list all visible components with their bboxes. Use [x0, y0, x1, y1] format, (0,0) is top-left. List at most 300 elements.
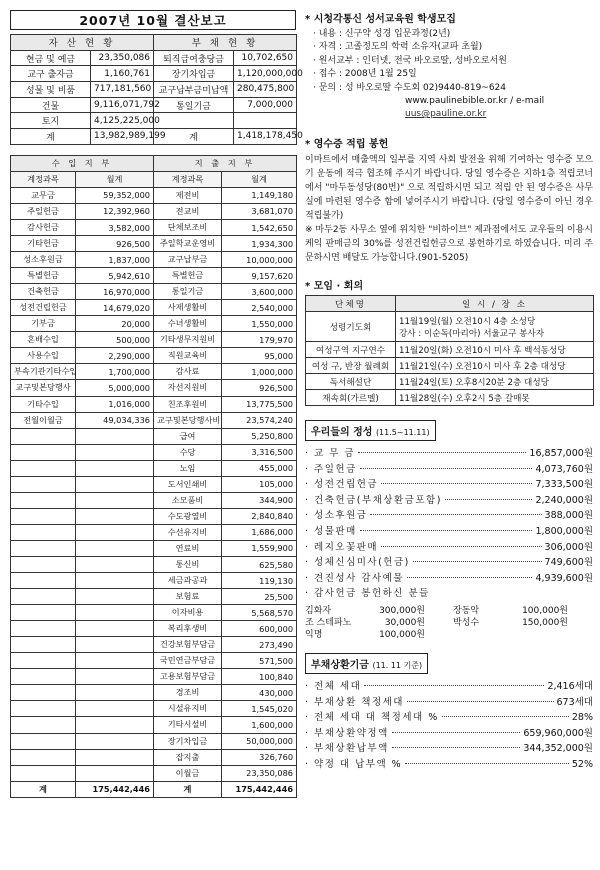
ledger-row	[11, 685, 297, 701]
income-amount: 3,582,000	[76, 220, 154, 236]
expense-amount: 1,550,000	[222, 316, 297, 332]
expense-item: 통일기금	[154, 284, 222, 300]
expense-item: 수당	[154, 444, 222, 460]
expense-amount: 5,568,570	[222, 605, 297, 621]
income-item: 기부금	[11, 316, 76, 332]
recruit-line: · 문의 : 성 바오로딸 수도회 02)9440-819~624	[313, 82, 507, 93]
expense-amount: 571,500	[222, 653, 297, 669]
liability-label	[154, 113, 234, 129]
amount-value: 306,000원	[544, 541, 593, 553]
ledger-row	[11, 316, 297, 332]
ledger-row	[11, 573, 297, 589]
income-amount: 500,000	[76, 332, 154, 348]
income-amount: 12,392,960	[76, 203, 154, 219]
expense-amount: 455,000	[222, 460, 297, 476]
income-empty	[76, 428, 154, 444]
amount-label: · 레지오꽃판매	[305, 541, 379, 553]
ledger-row	[11, 220, 297, 236]
meeting-group: 여성구역 지구연수	[306, 342, 396, 358]
meeting-time	[396, 358, 594, 374]
expense-item: 세금과공과	[154, 573, 222, 589]
income-empty	[76, 540, 154, 556]
meeting-row	[306, 390, 594, 406]
ledger-row	[11, 460, 297, 476]
expense-total: 175,442,446	[222, 781, 297, 797]
expense-item: 전교비	[154, 203, 222, 219]
ledger-row	[11, 396, 297, 412]
expense-item: 건강보험부담금	[154, 637, 222, 653]
donor-name: 익명	[305, 629, 323, 640]
ledger-row	[11, 332, 297, 348]
website-link[interactable]: www.paulinebible.or.kr / e-mail	[405, 96, 545, 107]
amount-label: · 견진성사 감사예물	[305, 572, 404, 584]
amount-label: · 교 무 금	[305, 448, 356, 460]
meeting-row	[306, 342, 594, 358]
liability-label: 교구납부금미납액	[154, 82, 234, 98]
recruit-line: · 접수 : 2008년 1월 25일	[313, 69, 417, 80]
dotted-leader	[358, 452, 526, 453]
ledger-row	[11, 300, 297, 316]
dotted-leader	[381, 483, 532, 484]
debt-title: 부채상환기금	[311, 659, 369, 671]
expense-item: 시설유지비	[154, 701, 222, 717]
income-empty	[76, 524, 154, 540]
ledger-total-row	[11, 781, 297, 797]
expense-amount: 430,000	[222, 685, 297, 701]
ledger-row	[11, 605, 297, 621]
income-empty	[76, 508, 154, 524]
income-empty	[11, 669, 76, 685]
income-empty	[76, 573, 154, 589]
ledger-row	[11, 364, 297, 380]
ledger-row	[11, 653, 297, 669]
meeting-row	[306, 374, 594, 390]
expense-item: 노임	[154, 460, 222, 476]
amount-row	[305, 725, 593, 741]
expense-total-label: 계	[154, 781, 222, 797]
expense-item: 수녀생활비	[154, 316, 222, 332]
liability-value	[234, 113, 297, 129]
amount-value: 344,352,000원	[523, 743, 593, 755]
liability-header: 부 채 현 황	[154, 35, 297, 51]
ledger-row	[11, 540, 297, 556]
asset-value: 717,181,560	[91, 82, 154, 98]
expense-col-month: 월계	[222, 171, 297, 187]
expense-item: 고용보험부담금	[154, 669, 222, 685]
expense-amount: 926,500	[222, 380, 297, 396]
offerings-section	[305, 420, 593, 641]
expense-amount: 1,686,000	[222, 524, 297, 540]
income-empty	[76, 765, 154, 781]
expense-item: 교구납부금	[154, 252, 222, 268]
expense-item: 직원교육비	[154, 348, 222, 364]
income-empty	[11, 637, 76, 653]
ledger-row	[11, 589, 297, 605]
expense-amount: 119,130	[222, 573, 297, 589]
liability-label: 통일기금	[154, 97, 234, 113]
income-col-month: 월계	[76, 171, 154, 187]
ledger-row	[11, 380, 297, 396]
expense-amount: 13,775,500	[222, 396, 297, 412]
meeting-time-line: 11월21일(수) 오전10시 미사 후 2층 대성당	[399, 361, 566, 372]
asset-label: 교구 출자금	[11, 66, 91, 82]
amount-label: · 부채상환납부액	[305, 743, 389, 755]
expense-item: 수선유지비	[154, 524, 222, 540]
expense-item: 친조후원비	[154, 396, 222, 412]
meetings-col-group: 단체명	[306, 296, 396, 312]
income-amount: 49,034,336	[76, 412, 154, 428]
amount-value: 388,000원	[544, 510, 593, 522]
expense-amount: 23,574,240	[222, 412, 297, 428]
income-amount: 2,290,000	[76, 348, 154, 364]
income-empty	[11, 733, 76, 749]
ledger-row	[11, 476, 297, 492]
meetings-section	[305, 277, 593, 406]
income-empty	[11, 428, 76, 444]
recruit-web	[305, 95, 593, 121]
meetings-table	[305, 295, 594, 406]
meeting-group: 재속회(가르멜)	[306, 390, 396, 406]
ledger-row	[11, 187, 297, 203]
expense-amount: 2,840,840	[222, 508, 297, 524]
expense-amount: 9,157,620	[222, 268, 297, 284]
income-empty	[76, 685, 154, 701]
amount-value: 2,240,000원	[535, 494, 593, 506]
meeting-time	[396, 374, 594, 390]
meetings-title: * 모임 · 회의	[305, 281, 364, 293]
balance-table	[10, 34, 303, 145]
amount-label: · 건축헌금(부채상환금포함)	[305, 494, 442, 506]
dotted-leader	[364, 685, 544, 686]
expense-item: 수도광열비	[154, 508, 222, 524]
amount-row	[305, 709, 593, 725]
expense-amount: 5,250,800	[222, 428, 297, 444]
dotted-leader	[445, 499, 533, 500]
expense-amount: 50,000,000	[222, 733, 297, 749]
amount-label: · 전체 세대	[305, 680, 362, 692]
amount-label: · 부채상환 책정세대	[305, 696, 404, 708]
dotted-leader	[392, 747, 521, 748]
expense-item: 연료비	[154, 540, 222, 556]
ledger-row	[11, 284, 297, 300]
expense-item: 보험료	[154, 589, 222, 605]
amount-value: 52%	[571, 758, 593, 770]
donor-amount: 150,000원	[522, 617, 568, 628]
receipt-title: * 영수증 적립 봉헌	[305, 139, 389, 151]
income-empty	[11, 573, 76, 589]
asset-header: 자 산 현 황	[11, 35, 154, 51]
amount-row	[305, 694, 593, 710]
donor-amount: 100,000원	[379, 629, 425, 640]
income-item: 건축헌금	[11, 284, 76, 300]
expense-item: 제전비	[154, 187, 222, 203]
income-item: 성전건립헌금	[11, 300, 76, 316]
income-empty	[76, 460, 154, 476]
dotted-leader	[360, 530, 533, 531]
expense-item: 급여	[154, 428, 222, 444]
expense-amount: 25,500	[222, 589, 297, 605]
asset-label: 성물 및 비품	[11, 82, 91, 98]
amount-row	[305, 445, 593, 461]
income-empty	[76, 492, 154, 508]
income-total-label: 계	[11, 781, 76, 797]
amount-row	[305, 492, 593, 508]
amount-label: · 주일헌금	[305, 463, 357, 475]
amount-label: · 성소후원금	[305, 510, 368, 522]
amount-label: · 성전건립헌금	[305, 479, 379, 491]
income-amount: 14,679,020	[76, 300, 154, 316]
amount-row	[305, 678, 593, 694]
dotted-leader	[360, 468, 533, 469]
expense-amount: 3,316,500	[222, 444, 297, 460]
income-empty	[11, 701, 76, 717]
income-empty	[76, 589, 154, 605]
income-total: 175,442,446	[76, 781, 154, 797]
donor-name: 김화자	[305, 605, 332, 616]
dotted-leader	[407, 701, 554, 702]
expense-amount: 1,542,650	[222, 220, 297, 236]
expense-amount: 1,149,180	[222, 187, 297, 203]
liability-label: 퇴직급여충당금	[154, 50, 234, 66]
income-empty	[76, 444, 154, 460]
dotted-leader	[442, 716, 569, 717]
income-empty	[11, 492, 76, 508]
liability-label: 계	[154, 129, 234, 145]
amount-row	[305, 523, 593, 539]
expense-item: 복리후생비	[154, 621, 222, 637]
ledger-row	[11, 637, 297, 653]
ledger-row	[11, 203, 297, 219]
income-empty	[76, 476, 154, 492]
donor-amount	[508, 629, 568, 641]
donor-gap	[425, 629, 453, 641]
expense-header: 지 출 지 부	[154, 155, 297, 171]
donors-title: · 감사헌금 봉헌하신 분들	[305, 588, 430, 600]
expense-amount: 2,540,000	[222, 300, 297, 316]
income-amount: 1,837,000	[76, 252, 154, 268]
income-empty	[76, 605, 154, 621]
dotted-leader	[413, 561, 542, 562]
report-title: 2007년 10월 결산보고	[10, 10, 296, 30]
expense-amount: 1,559,900	[222, 540, 297, 556]
expense-amount: 600,000	[222, 621, 297, 637]
asset-value: 23,350,086	[91, 50, 154, 66]
amount-label: · 전체 세대 대 책정세대 %	[305, 712, 439, 724]
amount-label: · 약정 대 납부액 %	[305, 758, 403, 770]
income-amount: 926,500	[76, 236, 154, 252]
dotted-leader	[407, 577, 532, 578]
meeting-time-line: 11월24일(토) 오후8시20분 2층 대성당	[399, 377, 549, 388]
expense-amount: 105,000	[222, 476, 297, 492]
expense-amount: 1,934,300	[222, 236, 297, 252]
donor-amount: 300,000원	[379, 605, 425, 616]
debt-title-box	[305, 653, 428, 674]
debt-period: (11. 11 기준)	[372, 660, 423, 670]
liability-value: 280,475,800	[234, 82, 297, 98]
ledger-row	[11, 508, 297, 524]
amount-row	[305, 507, 593, 523]
income-empty	[76, 733, 154, 749]
expense-amount: 326,760	[222, 749, 297, 765]
balance-row	[11, 66, 297, 82]
recruit-line: · 자격 : 고졸정도의 학력 소유자(교파 초월)	[313, 42, 483, 53]
recruit-line: · 내용 : 신구약 성경 입문과정(2년)	[313, 29, 451, 39]
asset-label: 건물	[11, 97, 91, 113]
income-item: 주일헌금	[11, 203, 76, 219]
income-expense-table	[10, 155, 297, 798]
expense-amount: 3,681,070	[222, 203, 297, 219]
income-item: 기타헌금	[11, 236, 76, 252]
liability-value: 1,418,178,450	[234, 129, 297, 145]
income-col-item: 계정과목	[11, 171, 76, 187]
expense-item: 소모품비	[154, 492, 222, 508]
ledger-row	[11, 268, 297, 284]
meeting-row	[306, 358, 594, 374]
income-empty	[76, 717, 154, 733]
expense-item: 사제생활비	[154, 300, 222, 316]
dotted-leader	[405, 763, 569, 764]
expense-item: 자선지원비	[154, 380, 222, 396]
ledger-row	[11, 492, 297, 508]
meeting-time	[396, 312, 594, 342]
amount-row	[305, 570, 593, 586]
balance-row	[11, 113, 297, 129]
income-item: 특별헌금	[11, 268, 76, 284]
income-item: 감사헌금	[11, 220, 76, 236]
donor-gap	[425, 605, 453, 617]
dotted-leader	[381, 546, 541, 547]
meeting-time	[396, 342, 594, 358]
receipt-section	[305, 135, 593, 265]
meeting-time-line: 11월28일(수) 오후2시 5층 갈매못	[399, 393, 530, 404]
balance-row	[11, 82, 297, 98]
expense-item: 도서인쇄비	[154, 476, 222, 492]
amount-row	[305, 476, 593, 492]
amount-value: 16,857,000원	[529, 448, 593, 460]
income-empty	[11, 476, 76, 492]
asset-value: 9,116,071,792	[91, 97, 154, 113]
income-amount: 16,970,000	[76, 284, 154, 300]
meeting-group: 독서해설단	[306, 374, 396, 390]
income-amount: 5,000,000	[76, 380, 154, 396]
balance-row	[11, 97, 297, 113]
email-link[interactable]: uus@pauline.or.kr	[405, 109, 487, 120]
income-amount: 20,000	[76, 316, 154, 332]
liability-label: 장기차입금	[154, 66, 234, 82]
asset-label: 현금 및 예금	[11, 50, 91, 66]
expense-item: 교구및본당행사비	[154, 412, 222, 428]
income-empty	[11, 717, 76, 733]
offerings-title: 우리들의 정성	[311, 427, 373, 439]
ledger-row	[11, 717, 297, 733]
balance-row	[11, 129, 297, 145]
income-empty	[76, 669, 154, 685]
amount-value: 28%	[571, 712, 593, 724]
ledger-row	[11, 412, 297, 428]
amount-label: · 성체신심미사(헌금)	[305, 557, 410, 569]
ledger-row	[11, 701, 297, 717]
amount-row	[305, 756, 593, 772]
dotted-leader	[392, 732, 521, 733]
income-empty	[11, 605, 76, 621]
expense-item: 국민연금부담금	[154, 653, 222, 669]
income-header: 수 입 지 부	[11, 155, 154, 171]
income-empty	[76, 556, 154, 572]
expense-item: 기타시설비	[154, 717, 222, 733]
income-empty	[11, 749, 76, 765]
expense-item: 특별헌금	[154, 268, 222, 284]
balance-row	[11, 50, 297, 66]
expense-amount: 1,545,020	[222, 701, 297, 717]
donor-name	[453, 629, 508, 641]
income-empty	[11, 765, 76, 781]
donor-amount: 100,000원	[522, 605, 568, 616]
meeting-time-line: 11월20일(화) 오전10시 미사 후 백석동성당	[399, 345, 566, 356]
income-empty	[11, 653, 76, 669]
ledger-row	[11, 524, 297, 540]
expense-amount: 23,350,086	[222, 765, 297, 781]
ledger-row	[11, 621, 297, 637]
amount-value: 749,600원	[544, 557, 593, 569]
asset-value: 1,160,761	[91, 66, 154, 82]
income-item: 혼배수입	[11, 332, 76, 348]
income-empty	[76, 749, 154, 765]
debt-section	[305, 653, 593, 772]
ledger-row	[11, 556, 297, 572]
notices	[305, 10, 593, 772]
receipt-paragraph: 이마트에서 매출액의 일부를 지역 사회 발전을 위해 기여하는 영수증 모으기 운동에 적극 협조해 주시기 바랍니다. 당일 영수증은 지하1층 적립코너에서 "마두동성당(80번)" 으로 적립하시면 되고 적립 안 된 영수증은 사무실에 마련된 영수증 함에 넣어주시기 바랍니다. (당일 영수증이 아닌 경우 적립불가)	[305, 155, 593, 222]
income-empty	[11, 621, 76, 637]
ledger-row	[11, 765, 297, 781]
expense-item: 장기차입금	[154, 733, 222, 749]
recruit-section	[305, 10, 593, 121]
asset-label: 토지	[11, 113, 91, 129]
income-empty	[11, 508, 76, 524]
meeting-time-line: 11월19일(월) 오전10시 4층 소성당	[399, 316, 536, 327]
income-empty	[11, 444, 76, 460]
expense-amount: 1,000,000	[222, 364, 297, 380]
expense-item: 단체보조비	[154, 220, 222, 236]
income-item: 사용수입	[11, 348, 76, 364]
ledger-row	[11, 749, 297, 765]
income-empty	[11, 556, 76, 572]
income-amount: 5,942,610	[76, 268, 154, 284]
expense-item: 주일학교운영비	[154, 236, 222, 252]
asset-value: 13,982,989,199	[91, 129, 154, 145]
expense-item: 통신비	[154, 556, 222, 572]
expense-item: 기타생무지원비	[154, 332, 222, 348]
donor-name: 조 스테파노	[305, 617, 352, 628]
dotted-leader	[370, 514, 541, 515]
amount-row	[305, 554, 593, 570]
amount-value: 1,800,000원	[535, 526, 593, 537]
amount-label: · 부채상환약정액	[305, 727, 389, 739]
meeting-row	[306, 312, 594, 342]
asset-label: 계	[11, 129, 91, 145]
asset-value: 4,125,225,000	[91, 113, 154, 129]
income-empty	[11, 540, 76, 556]
meeting-group: 여성 구, 반장 월례회	[306, 358, 396, 374]
income-empty	[11, 589, 76, 605]
expense-amount: 625,580	[222, 556, 297, 572]
meeting-speaker: 강사 : 이순독(마리아) 서울교구 봉사자	[399, 328, 545, 339]
recruit-line: · 원서교부 : 인터넷, 전국 바오로딸, 성바오로서원	[313, 55, 507, 66]
liability-value: 10,702,650	[234, 50, 297, 66]
expense-amount: 95,000	[222, 348, 297, 364]
ledger-row	[11, 428, 297, 444]
income-empty	[11, 524, 76, 540]
income-empty	[76, 637, 154, 653]
